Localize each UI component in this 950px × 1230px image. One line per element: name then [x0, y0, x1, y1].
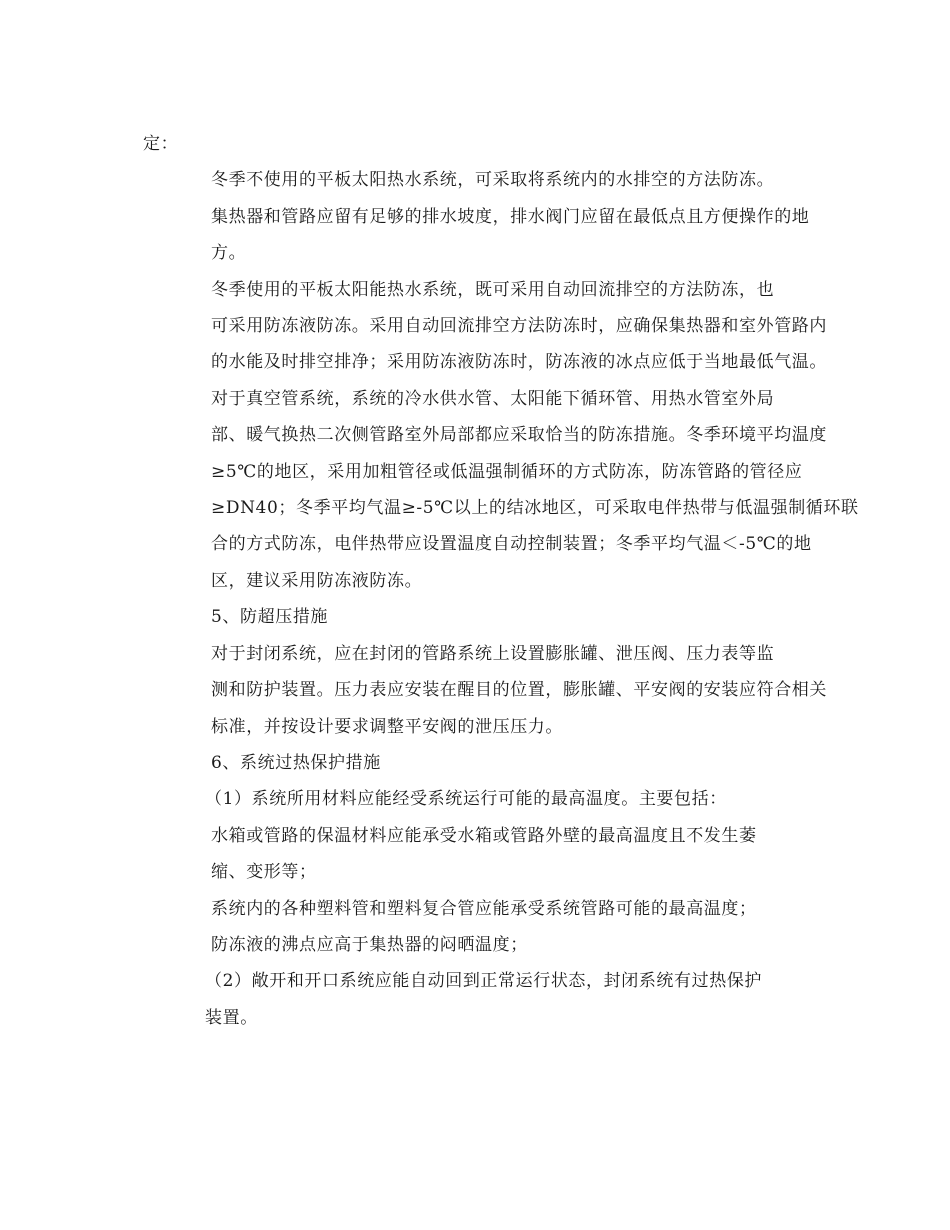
- text-line: 缩、变形等；: [211, 862, 317, 883]
- paragraph: [143, 781, 808, 817]
- paragraph: [143, 818, 808, 891]
- text-line: 冬季不使用的平板太阳热水系统，可采取将系统内的水排空的方法防冻。: [211, 170, 775, 191]
- text-line: ≥5℃的地区，采用加粗管径或低温强制循环的方式防冻，防冻管路的管径应: [211, 461, 803, 482]
- text-line: 的水能及时排空排净；采用防冻液防冻时，防冻液的冰点应低于当地最低气温。: [211, 352, 827, 373]
- paragraph: [143, 927, 808, 963]
- text-line: 装置。: [205, 1007, 258, 1028]
- paragraph: [143, 745, 808, 781]
- document-body: [143, 126, 859, 1036]
- paragraph: [143, 162, 808, 271]
- text-line: 标准，并按设计要求调整平安阀的泄压压力。: [211, 716, 563, 737]
- text-line: 部、暖气换热二次侧管路室外局部都应采取恰当的防冻措施。冬季环境平均温度: [211, 425, 827, 446]
- text-line: 区，建议采用防冻液防冻。: [211, 570, 423, 591]
- text-line: ≥DN40；冬季平均气温≥-5℃以上的结冰地区，可采取电伴热带与低温强制循环联: [211, 498, 859, 519]
- text-line: 防冻液的沸点应高于集热器的闷晒温度；: [211, 934, 528, 955]
- text-line: 定：: [143, 134, 179, 154]
- paragraph: [143, 636, 827, 745]
- paragraph: [143, 963, 808, 1036]
- text-line: 对于真空管系统，系统的冷水供水管、太阳能下循环管、用热水管室外局: [211, 388, 775, 409]
- text-line: 对于封闭系统，应在封闭的管路系统上设置膨胀罐、泄压阀、压力表等监: [211, 643, 775, 664]
- text-line: 集热器和管路应留有足够的排水坡度，排水阀门应留在最低点且方便操作的地: [211, 206, 810, 227]
- paragraph: [143, 381, 859, 599]
- paragraph: [143, 891, 808, 927]
- text-line: 5、防超压措施: [211, 607, 329, 628]
- text-line: （1）系统所用材料应能经受系统运行可能的最高温度。主要包括：: [205, 789, 727, 810]
- text-line: 水箱或管路的保温材料应能承受水箱或管路外壁的最高温度且不发生萎: [211, 825, 757, 846]
- text-line: 合的方式防冻，电伴热带应设置温度自动控制装置；冬季平均气温＜-5℃的地: [211, 534, 812, 555]
- paragraph: [143, 126, 808, 162]
- text-line: 方。: [211, 243, 247, 264]
- text-line: （2）敞开和开口系统应能自动回到正常运行状态，封闭系统有过热保护: [205, 971, 763, 992]
- text-line: 6、系统过热保护措施: [211, 752, 381, 773]
- text-line: 可采用防冻液防冻。采用自动回流排空方法防冻时，应确保集热器和室外管路内: [211, 316, 827, 337]
- paragraph: [143, 272, 827, 381]
- paragraph: [143, 599, 808, 635]
- text-line: 系统内的各种塑料管和塑料复合管应能承受系统管路可能的最高温度；: [211, 898, 757, 919]
- text-line: 测和防护装置。压力表应安装在醒目的位置，膨胀罐、平安阀的安装应符合相关: [211, 680, 827, 701]
- text-line: 冬季使用的平板太阳能热水系统，既可采用自动回流排空的方法防冻，也: [211, 279, 775, 300]
